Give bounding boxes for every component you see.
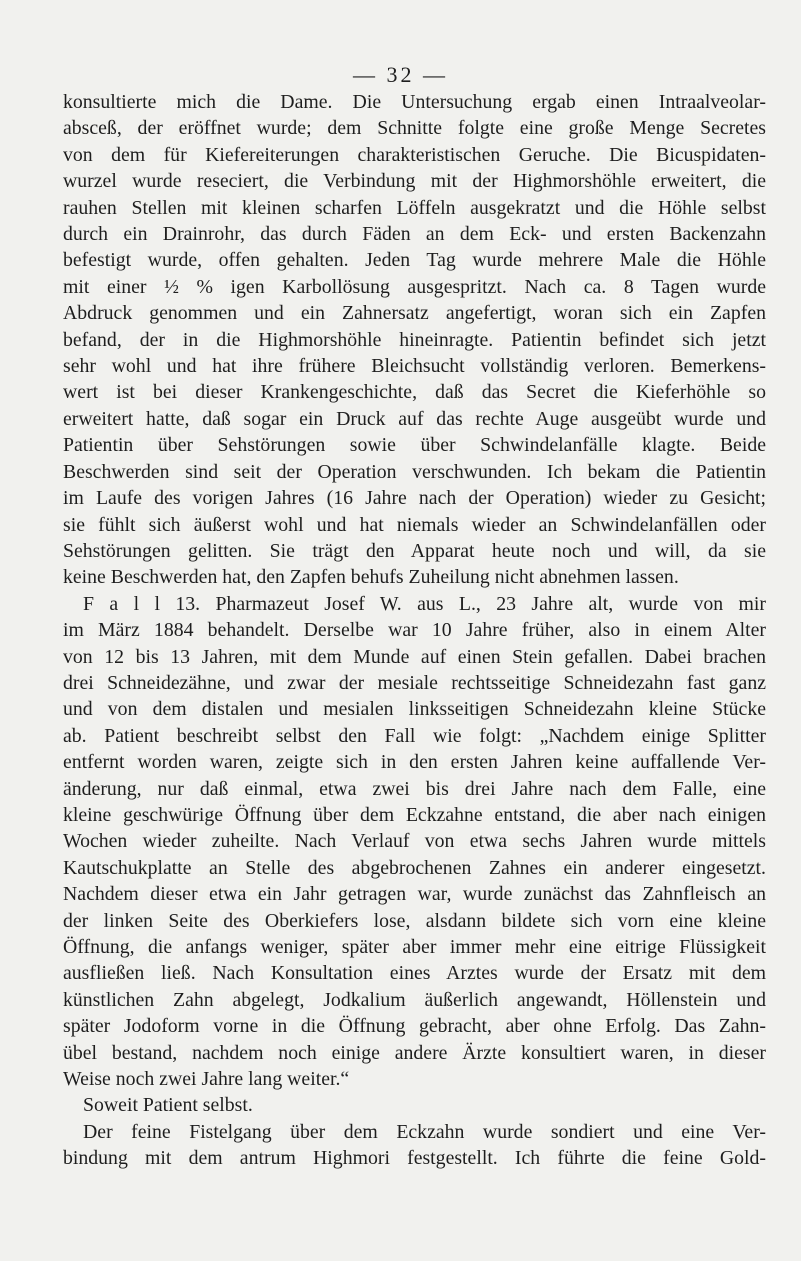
text-line: der linken Seite des Oberkiefers lose, alsdann bildete sich vorn eine kleine	[63, 909, 766, 932]
text-line: durch ein Drainrohr, das durch Fäden an dem Eck- und ersten Backenzahn	[63, 223, 766, 246]
text-line: absceß, der eröffnet wurde; dem Schnitte folgte eine große Menge Secretes	[63, 117, 766, 140]
text-line: Beschwerden sind seit der Operation verschwunden. Ich bekam die Patientin	[63, 460, 766, 483]
text-line: ausfließen ließ. Nach Konsultation eines Arztes wurde der Ersatz mit dem	[63, 962, 766, 985]
text-line: ab. Patient beschreibt selbst den Fall wie folgt: „Nachdem einige Splitter	[63, 724, 766, 747]
text-line: änderung, nur daß einmal, etwa zwei bis drei Jahre nach dem Falle, eine	[63, 777, 766, 800]
text-line: Weise noch zwei Jahre lang weiter.“	[63, 1068, 350, 1091]
text-line: erweitert hatte, daß sogar ein Druck auf das rechte Auge ausgeübt wurde und	[63, 407, 766, 430]
text-line: konsultierte mich die Dame. Die Untersuchung ergab einen Intraalveolar-	[63, 91, 766, 113]
text-line: mit einer ½ % igen Karbollösung ausgespritzt. Nach ca. 8 Tagen wurde	[63, 275, 766, 298]
text-line: sie fühlt sich äußerst wohl und hat niemals wieder an Schwindelanfällen oder	[63, 513, 766, 536]
text-line: von dem für Kiefereiterungen charakteristischen Geruche. Die Bicuspidaten-	[63, 143, 766, 166]
page-number: — 32 —	[353, 62, 448, 87]
text-line: befand, der in die Highmorshöhle hineinragte. Patientin befindet sich jetzt	[63, 328, 766, 351]
text-line: Kautschukplatte an Stelle des abgebrochenen Zahnes ein anderer eingesetzt.	[63, 856, 766, 879]
text-line: künstlichen Zahn abgelegt, Jodkalium äußerlich angewandt, Höllenstein und	[63, 988, 766, 1011]
text-line: übel bestand, nachdem noch einige andere Ärzte konsultiert waren, in dieser	[63, 1041, 766, 1064]
text-line: Abdruck genommen und ein Zahnersatz angefertigt, woran sich ein Zapfen	[63, 302, 766, 325]
text-line: später Jodoform vorne in die Öffnung gebracht, aber ohne Erfolg. Das Zahn-	[63, 1015, 766, 1038]
text-line: von 12 bis 13 Jahren, mit dem Munde auf einen Stein gefallen. Dabei brachen	[63, 645, 766, 668]
text-line: keine Beschwerden hat, den Zapfen behufs Zuheilung nicht abnehmen lassen.	[63, 566, 679, 589]
text-line: drei Schneidezähne, und zwar der mesiale rechtsseitige Schneidezahn fast ganz	[63, 671, 766, 694]
text-line: wurzel wurde reseciert, die Verbindung mit der Highmorshöhle erweitert, die	[63, 170, 766, 193]
text-line: Wochen wieder zuheilte. Nach Verlauf von etwa sechs Jahren wurde mittels	[63, 830, 766, 853]
text-line: kleine geschwürige Öffnung über dem Eckzahne entstand, die aber nach einigen	[63, 803, 766, 826]
text-line: Nachdem dieser etwa ein Jahr getragen war, wurde zunächst das Zahnfleisch an	[63, 883, 766, 906]
text-line: befestigt wurde, offen gehalten. Jeden Tag wurde mehrere Male die Höhle	[63, 249, 766, 272]
text-line: im März 1884 behandelt. Derselbe war 10 Jahre früher, also in einem Alter	[63, 619, 766, 642]
text-line: rauhen Stellen mit kleinen scharfen Löffeln ausgekratzt und die Höhle selbst	[63, 196, 766, 219]
body-text	[63, 89, 766, 1172]
text-line: im Laufe des vorigen Jahres (16 Jahre nach der Operation) wieder zu Gesicht;	[63, 487, 766, 510]
text-line: Öffnung, die anfangs weniger, später aber immer mehr eine eitrige Flüssigkeit	[63, 936, 766, 958]
text-line: Sehstörungen gelitten. Sie trägt den Apparat heute noch und will, da sie	[63, 539, 766, 562]
text-line: Der feine Fistelgang über dem Eckzahn wurde sondiert und eine Ver-	[83, 1120, 766, 1143]
text-line: und von dem distalen und mesialen linksseitigen Schneidezahn kleine Stücke	[63, 698, 766, 721]
text-line: Soweit Patient selbst.	[83, 1094, 253, 1117]
text-line: Patientin über Sehstörungen sowie über Schwindelanfälle klagte. Beide	[63, 434, 766, 457]
text-line: wert ist bei dieser Krankengeschichte, daß das Secret die Kieferhöhle so	[63, 381, 766, 404]
text-line: sehr wohl und hat ihre frühere Bleichsucht vollständig verloren. Bemerkens-	[63, 355, 766, 378]
text-line: bindung mit dem antrum Highmori festgestellt. Ich führte die feine Gold-	[63, 1147, 766, 1170]
text-line: entfernt worden waren, zeigte sich in den ersten Jahren keine auffallende Ver-	[63, 751, 766, 774]
text-line: F a l l 13. Pharmazeut Josef W. aus L., 23 Jahre alt, wurde von mir	[83, 592, 766, 615]
